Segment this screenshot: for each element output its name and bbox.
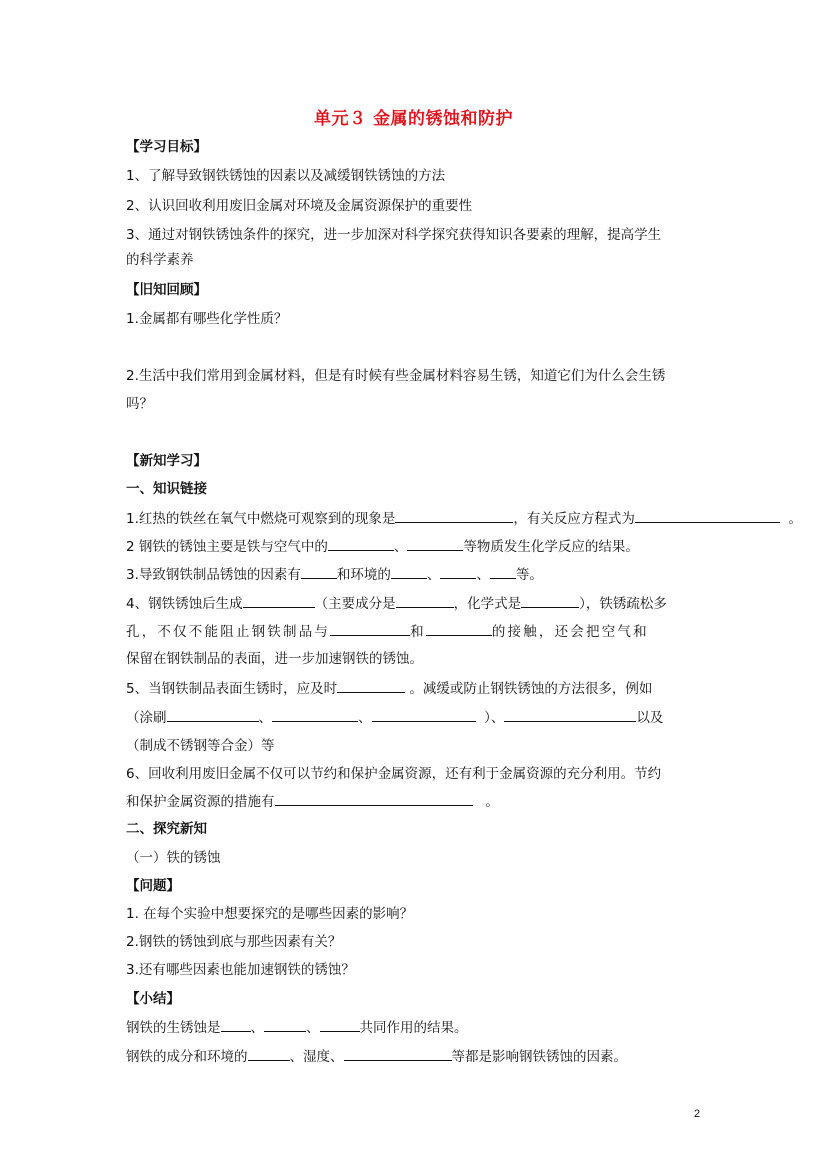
problem-1: 1. 在每个实验中想要探究的是哪些因素的影响？ [126, 906, 414, 922]
fill-blank[interactable] [426, 622, 492, 636]
summary-heading: 【小结】 [126, 991, 180, 1007]
goal-3-line1: 3、通过对钢铁锈蚀条件的探究，进一步加深对科学探究获得知识各要素的理解，提高学生 [126, 227, 662, 243]
goal-1: 1、了解导致钢铁锈蚀的因素以及减缓钢铁锈蚀的方法 [126, 168, 446, 184]
problem-3: 3.还有哪些因素也能加速钢铁的锈蚀？ [126, 962, 355, 978]
goals-heading: 【学习目标】 [126, 139, 207, 155]
fill-blank[interactable] [372, 708, 476, 722]
fill-blank[interactable] [272, 708, 358, 722]
review-heading: 【旧知回顾】 [126, 282, 207, 298]
question-3: 3.导致钢铁制品锈蚀的因素有 和环境的 、 、 等。 [126, 567, 543, 583]
new-knowledge-heading: 【新知学习】 [126, 453, 207, 469]
fill-blank[interactable] [221, 1018, 251, 1032]
fill-blank[interactable] [407, 537, 463, 551]
question-1: 1.红热的铁丝在氧气中燃烧可观察到的现象是 ，有关反应方程式为 。 [126, 511, 802, 527]
question-6-line2: 和保护金属资源的措施有 。 [126, 794, 499, 810]
review-question-2-line1: 2.生活中我们常用到金属材料，但是有时候有些金属材料容易生锈，知道它们为什么会生锈 [126, 368, 666, 384]
fill-blank[interactable] [243, 594, 315, 608]
part-1-heading: 一、知识链接 [126, 481, 207, 497]
question-5-line1: 5、当钢铁制品表面生锈时，应及时 。减缓或防止钢铁锈蚀的方法很多，例如 [126, 681, 653, 697]
problem-heading: 【问题】 [126, 878, 180, 894]
fill-blank[interactable] [521, 594, 579, 608]
question-4-line2: 孔，不仅不能阻止钢铁制品与 和 的接触，还会把空气和 [126, 624, 649, 640]
fill-blank[interactable] [167, 708, 259, 722]
summary-line-2: 钢铁的成分和环境的 、湿度、 等都是影响钢铁锈蚀的因素。 [126, 1049, 627, 1065]
fill-blank[interactable] [320, 1018, 360, 1032]
problem-2: 2.钢铁的锈蚀到底与那些因素有关？ [126, 934, 342, 950]
question-4-line3: 保留在钢铁制品的表面，进一步加速钢铁的锈蚀。 [126, 651, 423, 667]
page-title: 单元３ 金属的锈蚀和防护 [314, 109, 513, 129]
part-2-heading: 二、探究新知 [126, 821, 207, 837]
fill-blank[interactable] [391, 565, 427, 579]
question-5-line2: （涂刷 、 、 ）、 以及 [126, 710, 664, 726]
fill-blank[interactable] [248, 1047, 290, 1061]
summary-line-1: 钢铁的生锈蚀是 、 、 共同作用的结果。 [126, 1020, 468, 1036]
question-6-line1: 6、回收利用废旧金属不仅可以节约和保护金属资源，还有利于金属资源的充分利用。节约 [126, 766, 662, 782]
subsection-1: （一）铁的锈蚀 [126, 850, 221, 866]
fill-blank[interactable] [337, 679, 405, 693]
goal-2: 2、认识回收利用废旧金属对环境及金属资源保护的重要性 [126, 198, 473, 214]
review-question-2-line2: 吗？ [126, 396, 153, 412]
fill-blank[interactable] [395, 509, 513, 523]
question-4-line1: 4、钢铁锈蚀后生成 （主要成分是 ，化学式是 ），铁锈疏松多 [126, 596, 667, 612]
fill-blank[interactable] [301, 565, 337, 579]
fill-blank[interactable] [264, 1018, 306, 1032]
fill-blank[interactable] [328, 537, 394, 551]
fill-blank[interactable] [635, 509, 780, 523]
page-number: 2 [694, 1108, 701, 1120]
fill-blank[interactable] [440, 565, 476, 579]
fill-blank[interactable] [275, 792, 473, 806]
question-2: 2 钢铁的锈蚀主要是铁与空气中的 、 等物质发生化学反应的结果。 [126, 539, 639, 555]
fill-blank[interactable] [396, 594, 454, 608]
fill-blank[interactable] [504, 708, 636, 722]
fill-blank[interactable] [330, 622, 410, 636]
question-5-line3: （制成不锈钢等合金）等 [126, 738, 275, 754]
review-question-1: 1.金属都有哪些化学性质？ [126, 311, 288, 327]
goal-3-line2: 的科学素养 [126, 252, 194, 268]
fill-blank[interactable] [344, 1047, 452, 1061]
fill-blank[interactable] [490, 565, 516, 579]
